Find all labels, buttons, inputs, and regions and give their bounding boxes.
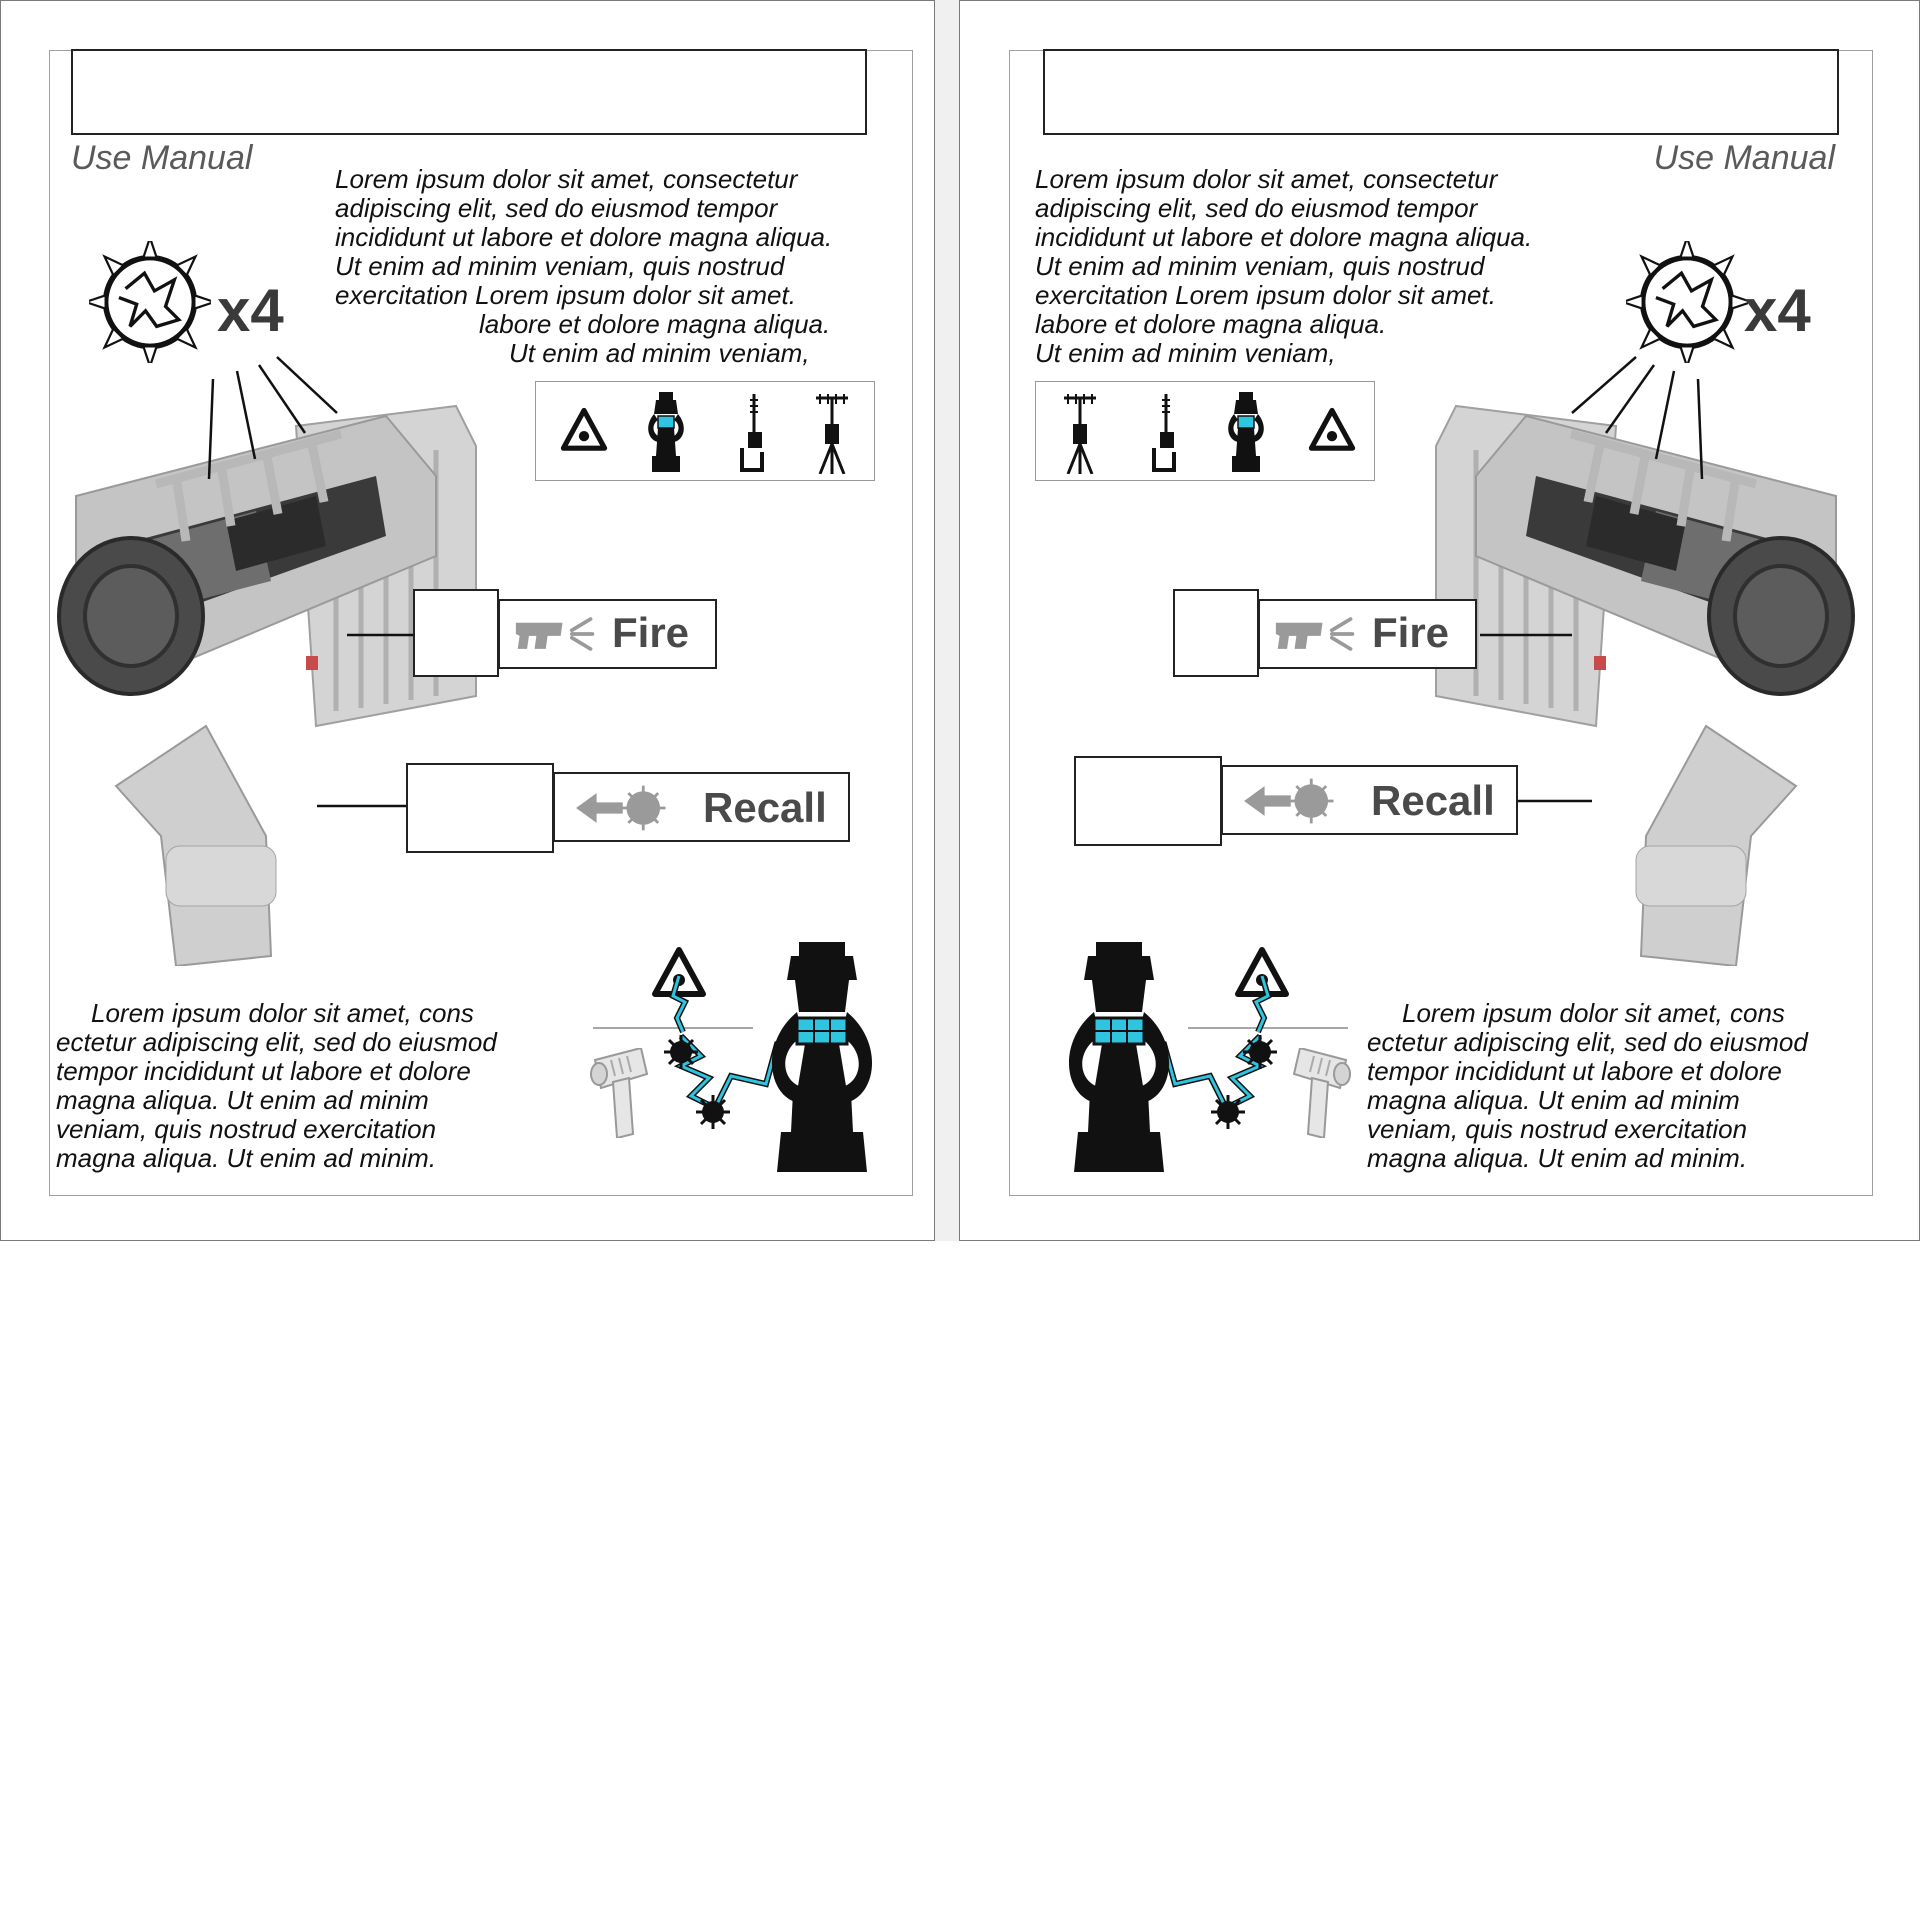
left-bottom-text	[56, 999, 497, 1173]
bottom-line: magna aliqua. Ut enim ad minim.	[56, 1143, 437, 1173]
recall-label: Recall	[1371, 777, 1495, 824]
hook-rod-icon	[1144, 394, 1184, 474]
right-recall-label-box	[1221, 765, 1518, 835]
intro-line: adipiscing elit, sed do eiusmod tempor	[1035, 193, 1478, 223]
bottom-line: tempor incididunt ut labore et dolore	[1367, 1056, 1782, 1086]
right-recall-key-box	[1074, 756, 1222, 846]
warning-triangle-icon	[558, 407, 610, 455]
left-intro-text	[335, 165, 832, 368]
intro-line: incididunt ut labore et dolore magna aliqua.	[1035, 222, 1533, 252]
right-intro-text	[1035, 165, 1532, 368]
bottom-line: Lorem ipsum dolor sit amet, cons	[91, 998, 474, 1028]
intro-line: Ut enim ad minim veniam, quis nostrud	[335, 251, 785, 281]
right-fire-label-box	[1258, 599, 1477, 669]
right-bottom-text	[1367, 999, 1808, 1173]
left-manual-label: Use Manual	[71, 139, 253, 177]
left-recall-diagram	[581, 936, 911, 1176]
bottom-line: magna aliqua. Ut enim ad minim	[1367, 1085, 1740, 1115]
spread-gutter	[935, 0, 959, 1241]
bottom-line: tempor incididunt ut labore et dolore	[56, 1056, 471, 1086]
right-manual-label: Use Manual	[1653, 139, 1835, 177]
bottom-line: veniam, quis nostrud exercitation	[56, 1114, 437, 1144]
tripod-sensor-icon	[1060, 394, 1100, 474]
intro-line: labore et dolore magna aliqua.	[1035, 309, 1387, 339]
fire-icon	[514, 615, 598, 653]
right-icon-legend	[1035, 381, 1375, 481]
robot-figure-icon	[1226, 392, 1266, 472]
intro-line: exercitation Lorem ipsum dolor sit amet.	[1035, 280, 1496, 310]
intro-line: incididunt ut labore et dolore magna aliqua.	[335, 222, 833, 252]
intro-line: Lorem ipsum dolor sit amet, consectetur	[335, 164, 798, 194]
right-title-box	[1043, 49, 1839, 135]
recall-label: Recall	[703, 784, 827, 831]
left-fire-label-box	[498, 599, 717, 669]
left-icon-legend	[535, 381, 875, 481]
robot-figure-icon	[646, 392, 686, 472]
intro-line: labore et dolore magna aliqua.	[479, 309, 831, 339]
fire-label: Fire	[612, 609, 690, 656]
bottom-line: ectetur adipiscing elit, sed do eiusmod	[56, 1027, 497, 1057]
intro-line: Ut enim ad minim veniam, quis nostrud	[1035, 251, 1485, 281]
left-fire-key-box	[413, 589, 499, 677]
hook-rod-icon	[732, 394, 772, 474]
left-recall-label-box	[553, 772, 850, 842]
intro-line: Lorem ipsum dolor sit amet, consectetur	[1035, 164, 1498, 194]
tripod-sensor-icon	[812, 394, 852, 474]
left-title-box	[71, 49, 867, 135]
intro-line: exercitation Lorem ipsum dolor sit amet.	[335, 280, 796, 310]
bottom-line: Lorem ipsum dolor sit amet, cons	[1402, 998, 1785, 1028]
recall-icon	[569, 780, 669, 836]
right-page	[959, 0, 1920, 1241]
intro-line: Ut enim ad minim veniam,	[509, 338, 810, 368]
right-recall-diagram	[1030, 936, 1360, 1176]
right-orb-icon	[1626, 241, 1748, 363]
right-orb-quantity: x4	[1744, 277, 1811, 344]
bottom-line: magna aliqua. Ut enim ad minim	[56, 1085, 429, 1115]
warning-triangle-icon	[1306, 407, 1358, 455]
intro-line: adipiscing elit, sed do eiusmod tempor	[335, 193, 778, 223]
left-recall-key-box	[406, 763, 554, 853]
bottom-line: veniam, quis nostrud exercitation	[1367, 1114, 1748, 1144]
bottom-line: magna aliqua. Ut enim ad minim.	[1367, 1143, 1748, 1173]
left-orb-quantity: x4	[217, 277, 284, 344]
left-page	[0, 0, 935, 1241]
fire-icon	[1274, 615, 1358, 653]
intro-line: Ut enim ad minim veniam,	[1035, 338, 1336, 368]
left-orb-icon	[89, 241, 211, 363]
right-fire-key-box	[1173, 589, 1259, 677]
bottom-line: ectetur adipiscing elit, sed do eiusmod	[1367, 1027, 1808, 1057]
recall-icon	[1237, 773, 1337, 829]
right-gun-illustration	[1416, 366, 1856, 966]
fire-label: Fire	[1372, 609, 1450, 656]
